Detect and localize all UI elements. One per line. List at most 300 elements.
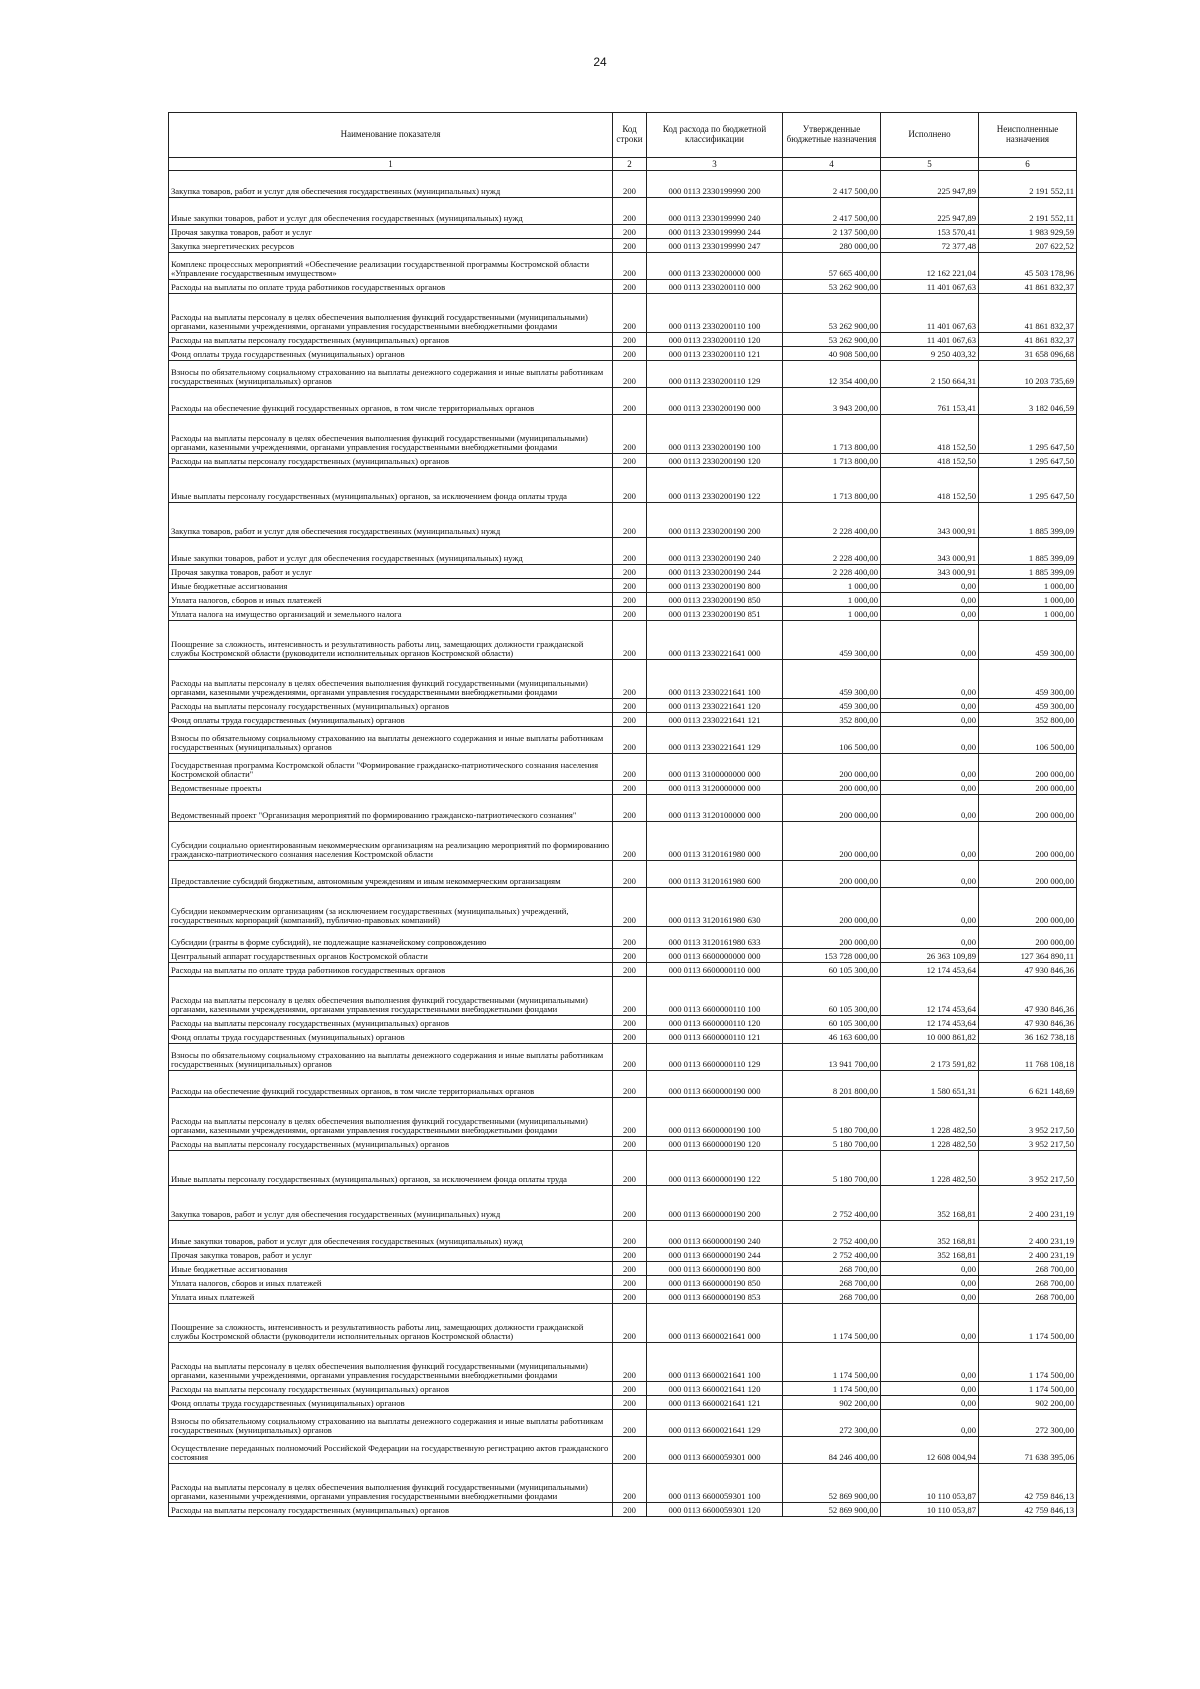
row-remaining: 127 364 890,11 bbox=[979, 949, 1077, 963]
row-line-code: 200 bbox=[613, 1503, 647, 1517]
row-executed: 0,00 bbox=[881, 822, 979, 861]
row-line-code: 200 bbox=[613, 579, 647, 593]
row-name: Иные закупки товаров, работ и услуг для обеспечения государственных (муниципальных) нужд bbox=[169, 198, 613, 225]
row-approved: 8 201 800,00 bbox=[783, 1071, 881, 1098]
row-budget-code: 000 0113 2330200190 240 bbox=[647, 538, 783, 565]
row-line-code: 200 bbox=[613, 280, 647, 294]
row-name: Расходы на выплаты по оплате труда работников государственных органов bbox=[169, 963, 613, 977]
row-remaining: 268 700,00 bbox=[979, 1262, 1077, 1276]
row-name: Расходы на выплаты персоналу в целях обеспечения выполнения функций государственными (муниципальными) органами, казенными учреждениями, органами управления государственными внебюджетными фондами bbox=[169, 660, 613, 699]
row-budget-code: 000 0113 3120000000 000 bbox=[647, 781, 783, 795]
row-remaining: 207 622,52 bbox=[979, 239, 1077, 253]
row-remaining: 3 952 217,50 bbox=[979, 1151, 1077, 1186]
table-row bbox=[169, 253, 1077, 280]
row-line-code: 200 bbox=[613, 660, 647, 699]
table-row bbox=[169, 171, 1077, 198]
row-approved: 459 300,00 bbox=[783, 621, 881, 660]
row-remaining: 200 000,00 bbox=[979, 754, 1077, 781]
row-approved: 2 228 400,00 bbox=[783, 503, 881, 538]
row-line-code: 200 bbox=[613, 1410, 647, 1437]
row-remaining: 31 658 096,68 bbox=[979, 347, 1077, 361]
row-budget-code: 000 0113 6600000110 100 bbox=[647, 977, 783, 1016]
table-row bbox=[169, 1343, 1077, 1382]
row-remaining: 2 191 552,11 bbox=[979, 171, 1077, 198]
row-approved: 2 417 500,00 bbox=[783, 198, 881, 225]
row-executed: 12 608 004,94 bbox=[881, 1437, 979, 1464]
row-budget-code: 000 0113 6600000190 100 bbox=[647, 1098, 783, 1137]
row-budget-code: 000 0113 3120100000 000 bbox=[647, 795, 783, 822]
table-row bbox=[169, 660, 1077, 699]
row-line-code: 200 bbox=[613, 1464, 647, 1503]
row-budget-code: 000 0113 6600000110 120 bbox=[647, 1016, 783, 1030]
row-budget-code: 000 0113 2330200190 000 bbox=[647, 388, 783, 415]
row-name: Иные выплаты персоналу государственных (муниципальных) органов, за исключением фонда оплаты труда bbox=[169, 1151, 613, 1186]
row-executed: 0,00 bbox=[881, 1410, 979, 1437]
row-executed: 0,00 bbox=[881, 1262, 979, 1276]
table-row bbox=[169, 1186, 1077, 1221]
row-approved: 1 000,00 bbox=[783, 607, 881, 621]
row-name: Расходы на выплаты персоналу государственных (муниципальных) органов bbox=[169, 454, 613, 468]
row-approved: 53 262 900,00 bbox=[783, 294, 881, 333]
row-line-code: 200 bbox=[613, 1137, 647, 1151]
row-executed: 10 110 053,87 bbox=[881, 1464, 979, 1503]
row-executed: 418 152,50 bbox=[881, 454, 979, 468]
row-executed: 12 174 453,64 bbox=[881, 977, 979, 1016]
row-remaining: 459 300,00 bbox=[979, 699, 1077, 713]
row-executed: 0,00 bbox=[881, 795, 979, 822]
row-line-code: 200 bbox=[613, 1248, 647, 1262]
row-line-code: 200 bbox=[613, 1262, 647, 1276]
row-remaining: 41 861 832,37 bbox=[979, 333, 1077, 347]
row-executed: 0,00 bbox=[881, 1276, 979, 1290]
row-approved: 459 300,00 bbox=[783, 660, 881, 699]
row-name: Прочая закупка товаров, работ и услуг bbox=[169, 1248, 613, 1262]
row-line-code: 200 bbox=[613, 963, 647, 977]
row-name: Уплата налогов, сборов и иных платежей bbox=[169, 593, 613, 607]
row-line-code: 200 bbox=[613, 727, 647, 754]
table-row bbox=[169, 294, 1077, 333]
row-name: Расходы на выплаты персоналу в целях обеспечения выполнения функций государственными (муниципальными) органами, казенными учреждениями, органами управления государственными внебюджетными фондами bbox=[169, 294, 613, 333]
row-budget-code: 000 0113 6600000110 121 bbox=[647, 1030, 783, 1044]
row-approved: 2 752 400,00 bbox=[783, 1186, 881, 1221]
row-remaining: 1 000,00 bbox=[979, 579, 1077, 593]
row-remaining: 459 300,00 bbox=[979, 621, 1077, 660]
row-remaining: 1 295 647,50 bbox=[979, 415, 1077, 454]
row-line-code: 200 bbox=[613, 1151, 647, 1186]
row-approved: 200 000,00 bbox=[783, 754, 881, 781]
row-remaining: 352 800,00 bbox=[979, 713, 1077, 727]
row-line-code: 200 bbox=[613, 1276, 647, 1290]
row-name: Расходы на выплаты персоналу в целях обеспечения выполнения функций государственными (муниципальными) органами, казенными учреждениями, органами управления государственными внебюджетными фондами bbox=[169, 1343, 613, 1382]
table-row bbox=[169, 1262, 1077, 1276]
table-row bbox=[169, 198, 1077, 225]
row-executed: 761 153,41 bbox=[881, 388, 979, 415]
row-remaining: 3 182 046,59 bbox=[979, 388, 1077, 415]
row-name: Расходы на выплаты персоналу в целях обеспечения выполнения функций государственными (муниципальными) органами, казенными учреждениями, органами управления государственными внебюджетными фондами bbox=[169, 415, 613, 454]
row-approved: 53 262 900,00 bbox=[783, 280, 881, 294]
row-executed: 343 000,91 bbox=[881, 565, 979, 579]
table-row bbox=[169, 579, 1077, 593]
row-budget-code: 000 0113 3120161980 600 bbox=[647, 861, 783, 888]
row-name: Субсидии социально ориентированным некоммерческим организациям на реализацию мероприятий по формированию гражданско-патриотического сознания населения Костромской области bbox=[169, 822, 613, 861]
row-name: Фонд оплаты труда государственных (муниципальных) органов bbox=[169, 347, 613, 361]
row-budget-code: 000 0113 6600000190 850 bbox=[647, 1276, 783, 1290]
row-approved: 200 000,00 bbox=[783, 888, 881, 927]
row-name: Поощрение за сложность, интенсивность и результативность работы лиц, замещающих должности гражданской службы Костромской области (руководители исполнительных органов Костромской области) bbox=[169, 621, 613, 660]
row-budget-code: 000 0113 2330200110 129 bbox=[647, 361, 783, 388]
row-name: Государственная программа Костромской области "Формирование гражданско-патриотического сознания населения Костромской области" bbox=[169, 754, 613, 781]
row-line-code: 200 bbox=[613, 861, 647, 888]
row-budget-code: 000 0113 2330200190 122 bbox=[647, 468, 783, 503]
row-executed: 11 401 067,63 bbox=[881, 280, 979, 294]
table-row bbox=[169, 225, 1077, 239]
table-row bbox=[169, 713, 1077, 727]
row-approved: 5 180 700,00 bbox=[783, 1098, 881, 1137]
table-row bbox=[169, 538, 1077, 565]
table-row bbox=[169, 1304, 1077, 1343]
row-line-code: 200 bbox=[613, 1186, 647, 1221]
row-remaining: 200 000,00 bbox=[979, 822, 1077, 861]
row-name: Закупка товаров, работ и услуг для обеспечения государственных (муниципальных) нужд bbox=[169, 171, 613, 198]
row-remaining: 1 295 647,50 bbox=[979, 454, 1077, 468]
row-line-code: 200 bbox=[613, 347, 647, 361]
row-approved: 200 000,00 bbox=[783, 795, 881, 822]
row-name: Взносы по обязательному социальному страхованию на выплаты денежного содержания и иные выплаты работникам государственных (муниципальных) органов bbox=[169, 1044, 613, 1071]
row-executed: 12 174 453,64 bbox=[881, 1016, 979, 1030]
table-row bbox=[169, 1137, 1077, 1151]
table-row bbox=[169, 1248, 1077, 1262]
column-number: 6 bbox=[979, 158, 1077, 171]
row-remaining: 200 000,00 bbox=[979, 927, 1077, 949]
row-approved: 2 228 400,00 bbox=[783, 538, 881, 565]
row-budget-code: 000 0113 2330200110 100 bbox=[647, 294, 783, 333]
table-row bbox=[169, 1410, 1077, 1437]
row-budget-code: 000 0113 6600000110 129 bbox=[647, 1044, 783, 1071]
row-approved: 268 700,00 bbox=[783, 1262, 881, 1276]
row-executed: 0,00 bbox=[881, 888, 979, 927]
row-budget-code: 000 0113 6600021641 100 bbox=[647, 1343, 783, 1382]
table-row bbox=[169, 1437, 1077, 1464]
row-remaining: 200 000,00 bbox=[979, 795, 1077, 822]
row-remaining: 1 295 647,50 bbox=[979, 468, 1077, 503]
row-line-code: 200 bbox=[613, 454, 647, 468]
row-executed: 225 947,89 bbox=[881, 171, 979, 198]
table-row bbox=[169, 347, 1077, 361]
row-executed: 1 228 482,50 bbox=[881, 1098, 979, 1137]
row-budget-code: 000 0113 6600000190 000 bbox=[647, 1071, 783, 1098]
row-remaining: 42 759 846,13 bbox=[979, 1503, 1077, 1517]
row-budget-code: 000 0113 3120161980 630 bbox=[647, 888, 783, 927]
row-line-code: 200 bbox=[613, 1343, 647, 1382]
table-row bbox=[169, 1503, 1077, 1517]
row-budget-code: 000 0113 2330200190 800 bbox=[647, 579, 783, 593]
row-line-code: 200 bbox=[613, 468, 647, 503]
row-name: Поощрение за сложность, интенсивность и результативность работы лиц, замещающих должности гражданской службы Костромской области (руководители исполнительных органов Костромской области) bbox=[169, 1304, 613, 1343]
row-line-code: 200 bbox=[613, 1382, 647, 1396]
row-name: Взносы по обязательному социальному страхованию на выплаты денежного содержания и иные выплаты работникам государственных (муниципальных) органов bbox=[169, 361, 613, 388]
row-line-code: 200 bbox=[613, 388, 647, 415]
row-approved: 1 000,00 bbox=[783, 593, 881, 607]
table-row bbox=[169, 1290, 1077, 1304]
table-row bbox=[169, 795, 1077, 822]
row-executed: 153 570,41 bbox=[881, 225, 979, 239]
row-budget-code: 000 0113 6600000190 853 bbox=[647, 1290, 783, 1304]
row-name: Иные бюджетные ассигнования bbox=[169, 579, 613, 593]
row-name: Ведомственный проект "Организация мероприятий по формированию гражданско-патриотического сознания" bbox=[169, 795, 613, 822]
table-row bbox=[169, 963, 1077, 977]
row-remaining: 1 885 399,09 bbox=[979, 503, 1077, 538]
row-budget-code: 000 0113 3120161980 000 bbox=[647, 822, 783, 861]
row-name: Расходы на выплаты персоналу государственных (муниципальных) органов bbox=[169, 1016, 613, 1030]
table-row bbox=[169, 503, 1077, 538]
row-line-code: 200 bbox=[613, 198, 647, 225]
row-remaining: 41 861 832,37 bbox=[979, 294, 1077, 333]
row-name: Фонд оплаты труда государственных (муниципальных) органов bbox=[169, 1030, 613, 1044]
row-budget-code: 000 0113 2330221641 000 bbox=[647, 621, 783, 660]
row-line-code: 200 bbox=[613, 253, 647, 280]
row-name: Иные закупки товаров, работ и услуг для обеспечения государственных (муниципальных) нужд bbox=[169, 538, 613, 565]
row-executed: 0,00 bbox=[881, 1343, 979, 1382]
row-executed: 0,00 bbox=[881, 927, 979, 949]
table-row bbox=[169, 861, 1077, 888]
table-row bbox=[169, 1071, 1077, 1098]
header-line-code: Код строки bbox=[613, 113, 647, 158]
row-budget-code: 000 0113 6600021641 121 bbox=[647, 1396, 783, 1410]
row-name: Центральный аппарат государственных органов Костромской области bbox=[169, 949, 613, 963]
row-name: Расходы на выплаты персоналу в целях обеспечения выполнения функций государственными (муниципальными) органами, казенными учреждениями, органами управления государственными внебюджетными фондами bbox=[169, 977, 613, 1016]
row-line-code: 200 bbox=[613, 1437, 647, 1464]
row-executed: 0,00 bbox=[881, 713, 979, 727]
row-name: Расходы на выплаты персоналу государственных (муниципальных) органов bbox=[169, 1382, 613, 1396]
row-name: Осуществление переданных полномочий Российской Федерации на государственную регистрацию актов гражданского состояния bbox=[169, 1437, 613, 1464]
row-executed: 11 401 067,63 bbox=[881, 333, 979, 347]
row-budget-code: 000 0113 3100000000 000 bbox=[647, 754, 783, 781]
table-row bbox=[169, 949, 1077, 963]
header-approved: Утвержденные бюджетные назначения bbox=[783, 113, 881, 158]
row-executed: 2 173 591,82 bbox=[881, 1044, 979, 1071]
row-approved: 12 354 400,00 bbox=[783, 361, 881, 388]
row-approved: 459 300,00 bbox=[783, 699, 881, 713]
row-budget-code: 000 0113 6600021641 120 bbox=[647, 1382, 783, 1396]
row-budget-code: 000 0113 2330199990 244 bbox=[647, 225, 783, 239]
row-budget-code: 000 0113 2330199990 247 bbox=[647, 239, 783, 253]
row-approved: 153 728 000,00 bbox=[783, 949, 881, 963]
row-approved: 84 246 400,00 bbox=[783, 1437, 881, 1464]
row-line-code: 200 bbox=[613, 822, 647, 861]
row-name: Расходы на выплаты персоналу государственных (муниципальных) органов bbox=[169, 333, 613, 347]
row-executed: 352 168,81 bbox=[881, 1248, 979, 1262]
row-budget-code: 000 0113 2330200190 851 bbox=[647, 607, 783, 621]
row-approved: 200 000,00 bbox=[783, 822, 881, 861]
row-remaining: 45 503 178,96 bbox=[979, 253, 1077, 280]
row-executed: 0,00 bbox=[881, 1382, 979, 1396]
row-executed: 12 162 221,04 bbox=[881, 253, 979, 280]
row-remaining: 1 983 929,59 bbox=[979, 225, 1077, 239]
row-executed: 0,00 bbox=[881, 607, 979, 621]
table-row bbox=[169, 621, 1077, 660]
row-executed: 1 580 651,31 bbox=[881, 1071, 979, 1098]
row-executed: 1 228 482,50 bbox=[881, 1137, 979, 1151]
column-number-row bbox=[169, 158, 1077, 171]
row-approved: 272 300,00 bbox=[783, 1410, 881, 1437]
row-name: Расходы на выплаты персоналу государственных (муниципальных) органов bbox=[169, 1503, 613, 1517]
row-approved: 106 500,00 bbox=[783, 727, 881, 754]
row-approved: 200 000,00 bbox=[783, 781, 881, 795]
row-approved: 5 180 700,00 bbox=[783, 1151, 881, 1186]
row-budget-code: 000 0113 2330200110 121 bbox=[647, 347, 783, 361]
table-row bbox=[169, 1382, 1077, 1396]
table-row bbox=[169, 593, 1077, 607]
row-line-code: 200 bbox=[613, 754, 647, 781]
row-approved: 268 700,00 bbox=[783, 1290, 881, 1304]
row-executed: 10 110 053,87 bbox=[881, 1503, 979, 1517]
row-budget-code: 000 0113 6600059301 100 bbox=[647, 1464, 783, 1503]
row-executed: 2 150 664,31 bbox=[881, 361, 979, 388]
row-name: Расходы на выплаты по оплате труда работников государственных органов bbox=[169, 280, 613, 294]
page-number: 24 bbox=[593, 55, 607, 69]
row-line-code: 200 bbox=[613, 333, 647, 347]
row-line-code: 200 bbox=[613, 1290, 647, 1304]
table-row bbox=[169, 1016, 1077, 1030]
row-executed: 10 000 861,82 bbox=[881, 1030, 979, 1044]
row-executed: 352 168,81 bbox=[881, 1186, 979, 1221]
row-name: Уплата налога на имущество организаций и земельного налога bbox=[169, 607, 613, 621]
row-remaining: 2 400 231,19 bbox=[979, 1221, 1077, 1248]
row-approved: 1 174 500,00 bbox=[783, 1382, 881, 1396]
row-line-code: 200 bbox=[613, 795, 647, 822]
row-executed: 1 228 482,50 bbox=[881, 1151, 979, 1186]
row-remaining: 1 000,00 bbox=[979, 607, 1077, 621]
table-row bbox=[169, 781, 1077, 795]
row-line-code: 200 bbox=[613, 225, 647, 239]
row-budget-code: 000 0113 2330221641 129 bbox=[647, 727, 783, 754]
row-approved: 280 000,00 bbox=[783, 239, 881, 253]
row-name: Расходы на обеспечение функций государственных органов, в том числе территориальных органов bbox=[169, 1071, 613, 1098]
row-line-code: 200 bbox=[613, 699, 647, 713]
row-name: Закупка товаров, работ и услуг для обеспечения государственных (муниципальных) нужд bbox=[169, 503, 613, 538]
row-line-code: 200 bbox=[613, 361, 647, 388]
row-approved: 2 228 400,00 bbox=[783, 565, 881, 579]
row-executed: 225 947,89 bbox=[881, 198, 979, 225]
row-executed: 11 401 067,63 bbox=[881, 294, 979, 333]
header-executed: Исполнено bbox=[881, 113, 979, 158]
row-budget-code: 000 0113 6600000190 244 bbox=[647, 1248, 783, 1262]
row-remaining: 106 500,00 bbox=[979, 727, 1077, 754]
table-row bbox=[169, 607, 1077, 621]
column-number: 1 bbox=[169, 158, 613, 171]
row-budget-code: 000 0113 2330221641 121 bbox=[647, 713, 783, 727]
table-row bbox=[169, 454, 1077, 468]
row-budget-code: 000 0113 6600000190 200 bbox=[647, 1186, 783, 1221]
row-line-code: 200 bbox=[613, 538, 647, 565]
row-executed: 0,00 bbox=[881, 861, 979, 888]
row-budget-code: 000 0113 2330200190 850 bbox=[647, 593, 783, 607]
row-executed: 0,00 bbox=[881, 660, 979, 699]
row-executed: 352 168,81 bbox=[881, 1221, 979, 1248]
row-approved: 60 105 300,00 bbox=[783, 963, 881, 977]
row-name: Взносы по обязательному социальному страхованию на выплаты денежного содержания и иные выплаты работникам государственных (муниципальных) органов bbox=[169, 727, 613, 754]
row-executed: 26 363 109,89 bbox=[881, 949, 979, 963]
header-remaining: Неисполненные назначения bbox=[979, 113, 1077, 158]
row-budget-code: 000 0113 6600021641 000 bbox=[647, 1304, 783, 1343]
column-number: 3 bbox=[647, 158, 783, 171]
table-row bbox=[169, 1276, 1077, 1290]
row-approved: 200 000,00 bbox=[783, 861, 881, 888]
row-line-code: 200 bbox=[613, 1071, 647, 1098]
row-budget-code: 000 0113 6600000190 800 bbox=[647, 1262, 783, 1276]
table-row bbox=[169, 977, 1077, 1016]
row-line-code: 200 bbox=[613, 593, 647, 607]
table-row bbox=[169, 1151, 1077, 1186]
row-approved: 268 700,00 bbox=[783, 1276, 881, 1290]
row-name: Уплата налогов, сборов и иных платежей bbox=[169, 1276, 613, 1290]
row-line-code: 200 bbox=[613, 781, 647, 795]
row-line-code: 200 bbox=[613, 977, 647, 1016]
row-remaining: 272 300,00 bbox=[979, 1410, 1077, 1437]
row-remaining: 200 000,00 bbox=[979, 888, 1077, 927]
row-line-code: 200 bbox=[613, 949, 647, 963]
row-name: Закупка товаров, работ и услуг для обеспечения государственных (муниципальных) нужд bbox=[169, 1186, 613, 1221]
row-name: Субсидии некоммерческим организациям (за исключением государственных (муниципальных) учреждений, государственных корпораций (компаний), публично-правовых компаний) bbox=[169, 888, 613, 927]
row-budget-code: 000 0113 2330200110 000 bbox=[647, 280, 783, 294]
header-budget-code: Код расхода по бюджетной классификации bbox=[647, 113, 783, 158]
row-approved: 53 262 900,00 bbox=[783, 333, 881, 347]
column-number: 2 bbox=[613, 158, 647, 171]
row-name: Закупка энергетических ресурсов bbox=[169, 239, 613, 253]
table-row bbox=[169, 1030, 1077, 1044]
row-budget-code: 000 0113 2330199990 240 bbox=[647, 198, 783, 225]
row-line-code: 200 bbox=[613, 1221, 647, 1248]
row-approved: 5 180 700,00 bbox=[783, 1137, 881, 1151]
row-line-code: 200 bbox=[613, 1044, 647, 1071]
row-line-code: 200 bbox=[613, 927, 647, 949]
row-remaining: 2 191 552,11 bbox=[979, 198, 1077, 225]
table-row bbox=[169, 754, 1077, 781]
row-line-code: 200 bbox=[613, 294, 647, 333]
row-executed: 0,00 bbox=[881, 727, 979, 754]
row-approved: 352 800,00 bbox=[783, 713, 881, 727]
row-approved: 200 000,00 bbox=[783, 927, 881, 949]
row-line-code: 200 bbox=[613, 607, 647, 621]
row-name: Фонд оплаты труда государственных (муниципальных) органов bbox=[169, 713, 613, 727]
row-executed: 0,00 bbox=[881, 1290, 979, 1304]
row-approved: 60 105 300,00 bbox=[783, 1016, 881, 1030]
row-line-code: 200 bbox=[613, 1396, 647, 1410]
row-remaining: 42 759 846,13 bbox=[979, 1464, 1077, 1503]
table-row bbox=[169, 1221, 1077, 1248]
row-remaining: 1 000,00 bbox=[979, 593, 1077, 607]
row-remaining: 47 930 846,36 bbox=[979, 963, 1077, 977]
row-name: Комплекс процессных мероприятий «Обеспечение реализации государственной программы Костромской области «Управление государственным имуществом» bbox=[169, 253, 613, 280]
row-approved: 52 869 900,00 bbox=[783, 1503, 881, 1517]
row-remaining: 1 174 500,00 bbox=[979, 1304, 1077, 1343]
row-budget-code: 000 0113 2330200190 200 bbox=[647, 503, 783, 538]
row-executed: 9 250 403,32 bbox=[881, 347, 979, 361]
row-executed: 418 152,50 bbox=[881, 468, 979, 503]
row-approved: 1 174 500,00 bbox=[783, 1304, 881, 1343]
row-remaining: 902 200,00 bbox=[979, 1396, 1077, 1410]
column-number: 5 bbox=[881, 158, 979, 171]
row-executed: 343 000,91 bbox=[881, 503, 979, 538]
row-remaining: 10 203 735,69 bbox=[979, 361, 1077, 388]
row-approved: 13 941 700,00 bbox=[783, 1044, 881, 1071]
row-budget-code: 000 0113 2330200000 000 bbox=[647, 253, 783, 280]
row-remaining: 3 952 217,50 bbox=[979, 1098, 1077, 1137]
row-remaining: 1 174 500,00 bbox=[979, 1343, 1077, 1382]
column-number: 4 bbox=[783, 158, 881, 171]
row-approved: 2 137 500,00 bbox=[783, 225, 881, 239]
row-name: Прочая закупка товаров, работ и услуг bbox=[169, 225, 613, 239]
